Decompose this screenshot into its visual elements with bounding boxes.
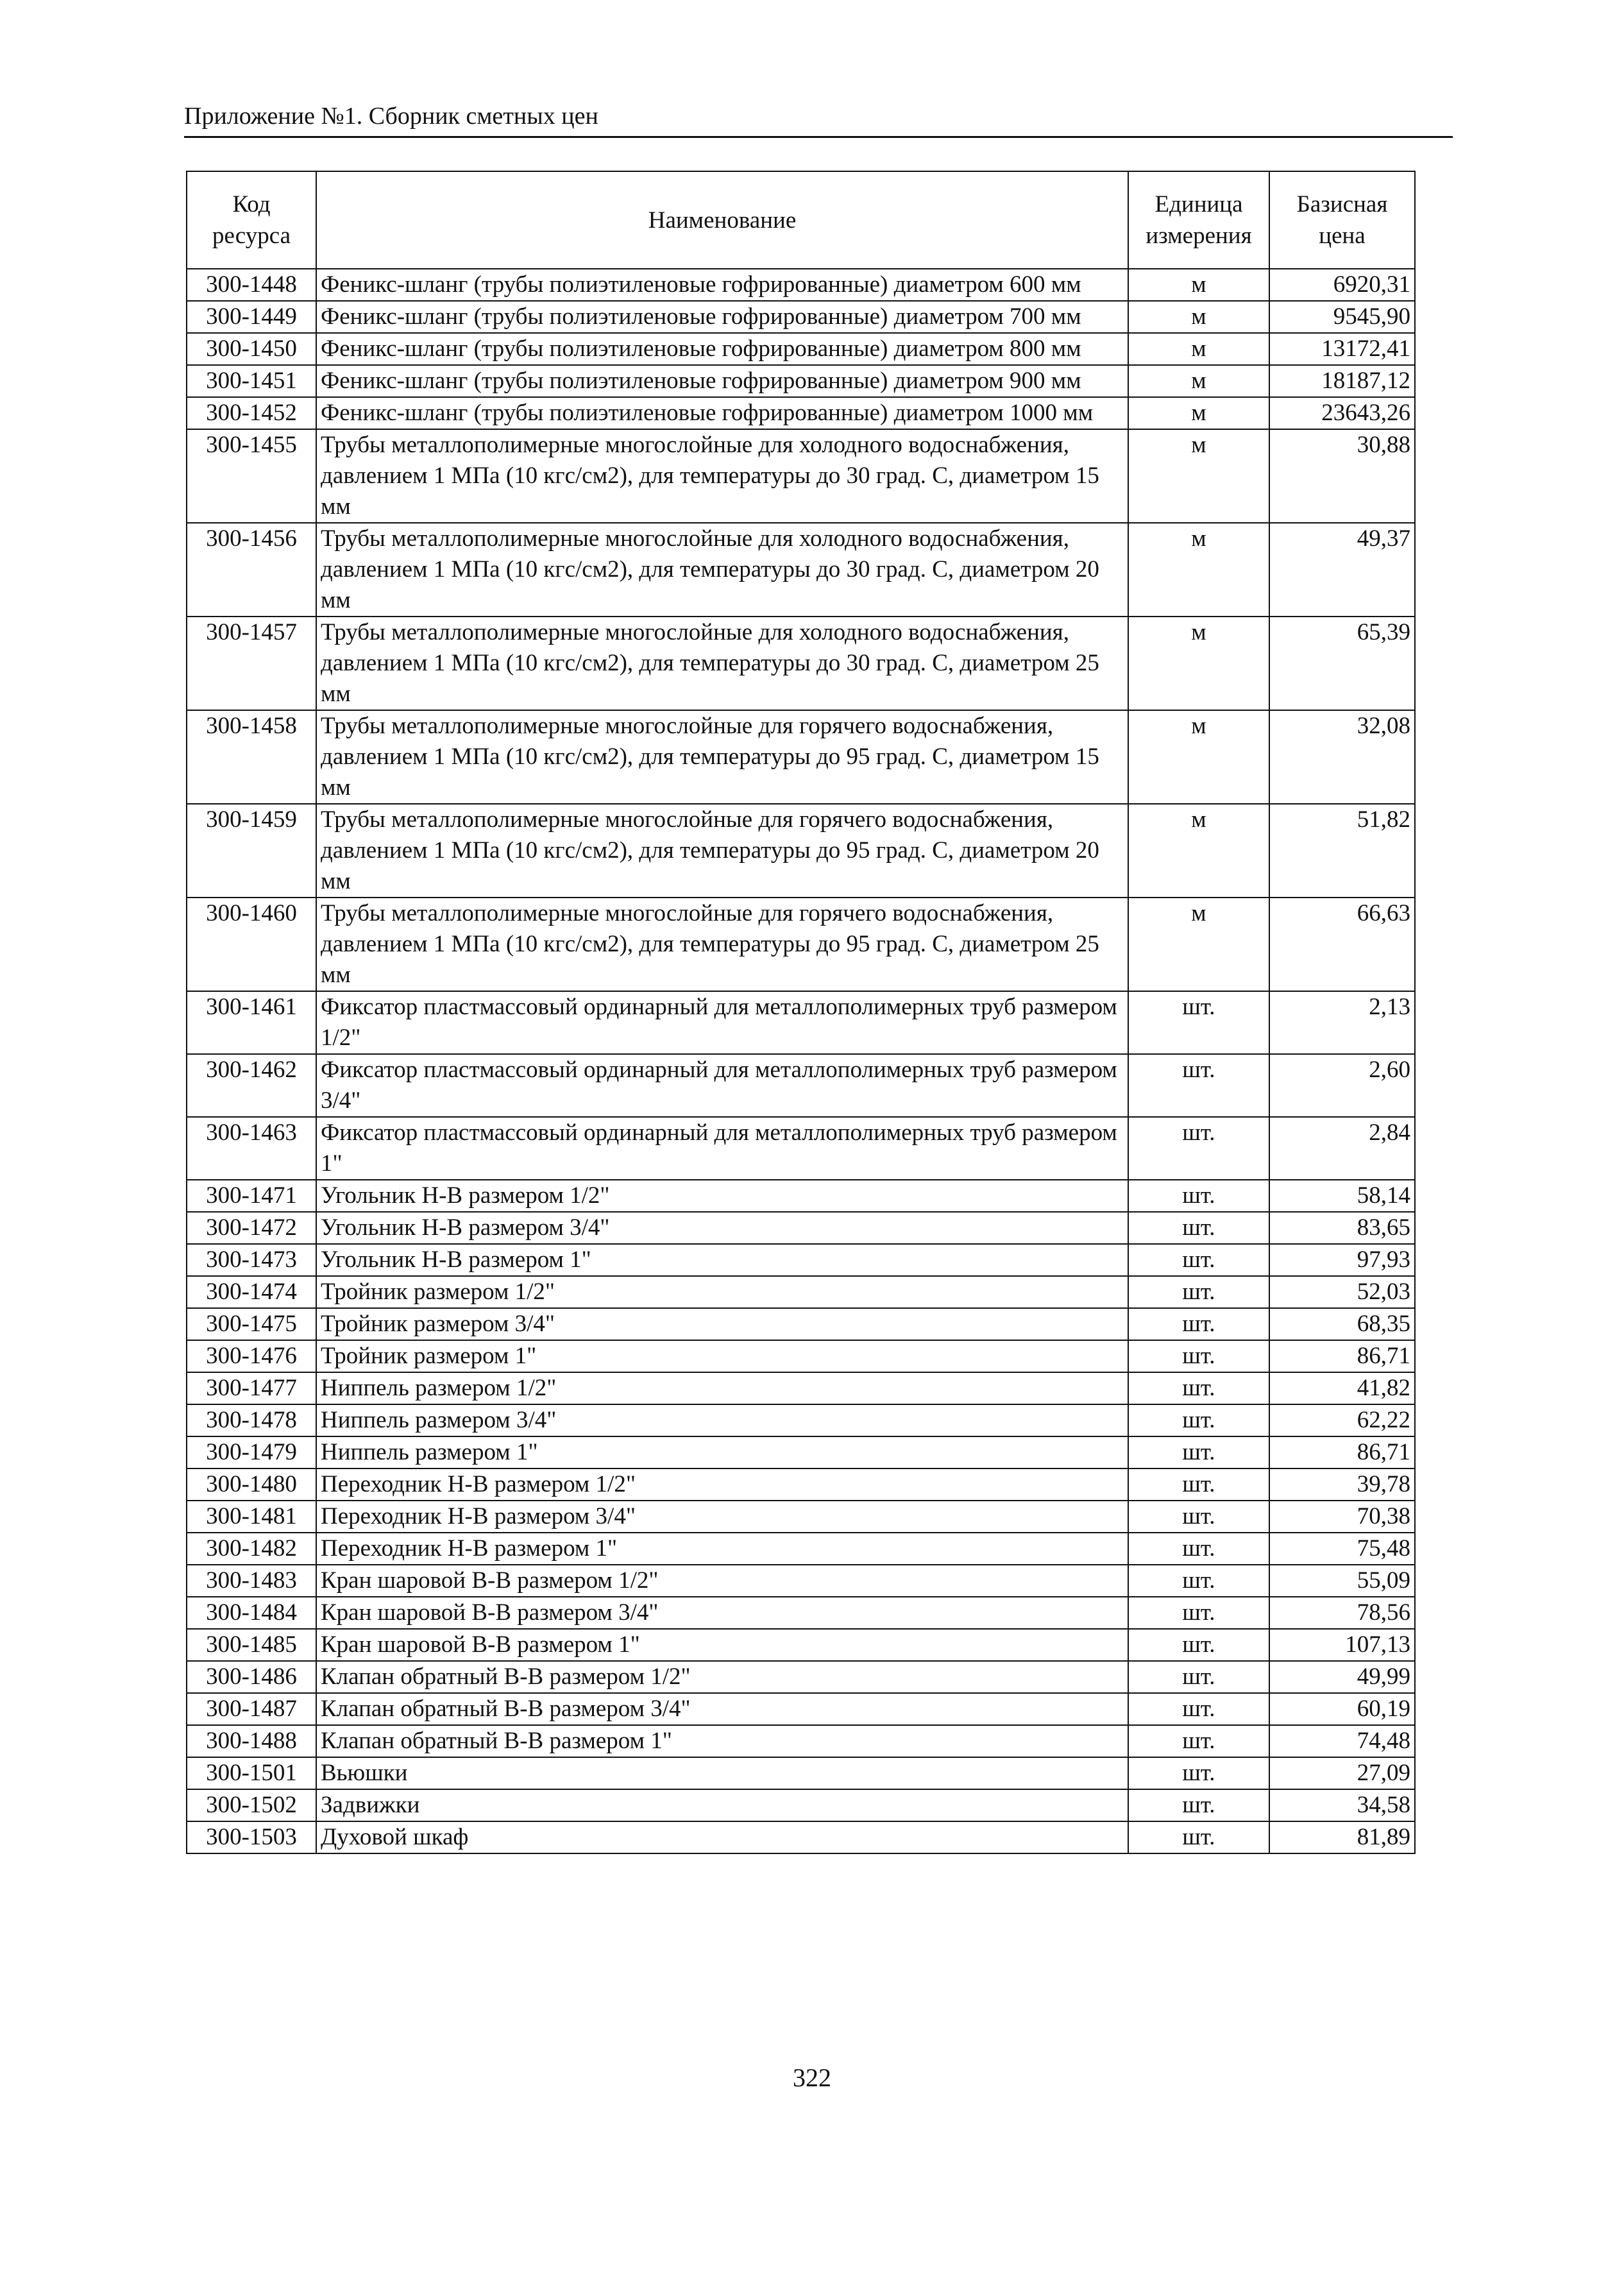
row-name: Переходник Н-В размером 3/4" [316,1501,1128,1533]
table-row [187,1244,1415,1276]
row-code: 300-1461 [187,991,316,1054]
row-unit: м [1128,365,1269,397]
table-row [187,523,1415,617]
row-price: 30,88 [1269,429,1415,523]
row-code: 300-1458 [187,710,316,804]
row-price: 107,13 [1269,1629,1415,1661]
row-price: 86,71 [1269,1340,1415,1372]
table-row [187,804,1415,898]
table-row [187,1501,1415,1533]
row-unit: шт. [1128,1372,1269,1404]
row-code: 300-1477 [187,1372,316,1404]
row-name: Трубы металлополимерные многослойные для горячего водоснабжения, давлением 1 МПа (10 кгс/см2), для температуры до 95 град. С, диаметром 20 мм [316,804,1128,898]
row-price: 74,48 [1269,1725,1415,1757]
row-price: 55,09 [1269,1565,1415,1597]
row-unit: шт. [1128,1725,1269,1757]
row-price: 66,63 [1269,898,1415,991]
row-price: 52,03 [1269,1276,1415,1308]
row-name: Кран шаровой В-В размером 3/4" [316,1597,1128,1629]
row-code: 300-1471 [187,1180,316,1212]
row-name: Клапан обратный В-В размером 3/4" [316,1693,1128,1725]
table-row [187,1725,1415,1757]
table-row [187,269,1415,301]
table-row [187,1629,1415,1661]
row-name: Духовой шкаф [316,1821,1128,1853]
row-code: 300-1460 [187,898,316,991]
table-row [187,1821,1415,1853]
row-code: 300-1449 [187,301,316,333]
document-header: Приложение №1. Сборник сметных цен [184,103,598,130]
row-code: 300-1472 [187,1212,316,1244]
row-price: 41,82 [1269,1372,1415,1404]
row-name: Трубы металлополимерные многослойные для горячего водоснабжения, давлением 1 МПа (10 кгс/см2), для температуры до 95 град. С, диаметром 25 мм [316,898,1128,991]
table-row [187,710,1415,804]
row-name: Фиксатор пластмассовый ординарный для металлополимерных труб размером 3/4" [316,1054,1128,1117]
row-name: Задвижки [316,1789,1128,1821]
row-price: 62,22 [1269,1404,1415,1436]
header-code [187,171,316,269]
row-unit: шт. [1128,1276,1269,1308]
row-unit: шт. [1128,1565,1269,1597]
row-code: 300-1450 [187,333,316,365]
row-name: Тройник размером 3/4" [316,1308,1128,1340]
row-price: 49,37 [1269,523,1415,617]
row-unit: шт. [1128,1693,1269,1725]
row-code: 300-1474 [187,1276,316,1308]
header-code-line2: ресурса [212,223,291,249]
row-price: 83,65 [1269,1212,1415,1244]
row-name: Тройник размером 1/2" [316,1276,1128,1308]
row-price: 78,56 [1269,1597,1415,1629]
row-unit: м [1128,269,1269,301]
table-row [187,1789,1415,1821]
row-price: 23643,26 [1269,397,1415,429]
row-name: Вьюшки [316,1757,1128,1789]
row-unit: шт. [1128,1212,1269,1244]
row-unit: шт. [1128,1117,1269,1180]
row-name: Ниппель размером 1" [316,1436,1128,1469]
row-unit: шт. [1128,1501,1269,1533]
row-code: 300-1475 [187,1308,316,1340]
row-name: Фиксатор пластмассовый ординарный для металлополимерных труб размером 1" [316,1117,1128,1180]
row-price: 60,19 [1269,1693,1415,1725]
table-row [187,1436,1415,1469]
row-code: 300-1483 [187,1565,316,1597]
table-row [187,1372,1415,1404]
row-name: Ниппель размером 3/4" [316,1404,1128,1436]
header-unit [1128,171,1269,269]
row-name: Трубы металлополимерные многослойные для холодного водоснабжения, давлением 1 МПа (10 кгс/см2), для температуры до 30 град. С, диаметром 15 мм [316,429,1128,523]
row-unit: шт. [1128,1533,1269,1565]
row-unit: м [1128,898,1269,991]
table-row [187,1565,1415,1597]
header-rule [184,136,1453,138]
row-price: 9545,90 [1269,301,1415,333]
row-price: 2,13 [1269,991,1415,1054]
row-unit: м [1128,397,1269,429]
row-code: 300-1478 [187,1404,316,1436]
row-price: 2,84 [1269,1117,1415,1180]
row-price: 65,39 [1269,617,1415,710]
row-code: 300-1484 [187,1597,316,1629]
table-row [187,1757,1415,1789]
row-code: 300-1480 [187,1469,316,1501]
price-table [186,171,1416,1854]
table-row [187,1661,1415,1693]
row-name: Переходник Н-В размером 1/2" [316,1469,1128,1501]
row-name: Феникс-шланг (трубы полиэтиленовые гофрированные) диаметром 600 мм [316,269,1128,301]
row-code: 300-1451 [187,365,316,397]
row-price: 49,99 [1269,1661,1415,1693]
row-unit: шт. [1128,1404,1269,1436]
table-row [187,1308,1415,1340]
row-code: 300-1485 [187,1629,316,1661]
table-header-row [187,171,1415,269]
header-unit-line2: измерения [1146,223,1252,249]
row-code: 300-1456 [187,523,316,617]
row-price: 32,08 [1269,710,1415,804]
table-row [187,365,1415,397]
row-name: Феникс-шланг (трубы полиэтиленовые гофрированные) диаметром 700 мм [316,301,1128,333]
row-price: 81,89 [1269,1821,1415,1853]
row-unit: м [1128,301,1269,333]
row-code: 300-1486 [187,1661,316,1693]
row-code: 300-1459 [187,804,316,898]
row-unit: шт. [1128,1757,1269,1789]
row-name: Феникс-шланг (трубы полиэтиленовые гофрированные) диаметром 800 мм [316,333,1128,365]
row-name: Трубы металлополимерные многослойные для холодного водоснабжения, давлением 1 МПа (10 кгс/см2), для температуры до 30 град. С, диаметром 20 мм [316,523,1128,617]
table-row [187,1469,1415,1501]
row-code: 300-1482 [187,1533,316,1565]
table-row [187,991,1415,1054]
row-price: 75,48 [1269,1533,1415,1565]
table-row [187,617,1415,710]
header-name: Наименование [316,171,1128,269]
row-code: 300-1462 [187,1054,316,1117]
table-row [187,1533,1415,1565]
table-row [187,301,1415,333]
row-price: 34,58 [1269,1789,1415,1821]
row-price: 6920,31 [1269,269,1415,301]
table-row [187,898,1415,991]
row-name: Клапан обратный В-В размером 1/2" [316,1661,1128,1693]
header-price-line1: Базисная [1296,191,1388,217]
row-code: 300-1448 [187,269,316,301]
row-price: 70,38 [1269,1501,1415,1533]
row-unit: шт. [1128,1597,1269,1629]
table-row [187,333,1415,365]
page-number: 322 [793,2063,831,2092]
table-row [187,1693,1415,1725]
table-row [187,1340,1415,1372]
row-name: Фиксатор пластмассовый ординарный для металлополимерных труб размером 1/2" [316,991,1128,1054]
row-code: 300-1457 [187,617,316,710]
table-body [187,269,1415,1853]
row-code: 300-1502 [187,1789,316,1821]
table-row [187,1212,1415,1244]
row-code: 300-1487 [187,1693,316,1725]
row-code: 300-1501 [187,1757,316,1789]
row-name: Трубы металлополимерные многослойные для холодного водоснабжения, давлением 1 МПа (10 кгс/см2), для температуры до 30 град. С, диаметром 25 мм [316,617,1128,710]
row-code: 300-1488 [187,1725,316,1757]
header-price-line2: цена [1319,223,1366,249]
row-unit: м [1128,710,1269,804]
row-unit: м [1128,429,1269,523]
row-price: 39,78 [1269,1469,1415,1501]
table-row [187,1276,1415,1308]
row-code: 300-1473 [187,1244,316,1276]
row-unit: шт. [1128,1308,1269,1340]
row-code: 300-1463 [187,1117,316,1180]
row-price: 68,35 [1269,1308,1415,1340]
row-name: Переходник Н-В размером 1" [316,1533,1128,1565]
row-name: Угольник Н-В размером 1" [316,1244,1128,1276]
row-code: 300-1481 [187,1501,316,1533]
row-unit: м [1128,333,1269,365]
row-unit: м [1128,617,1269,710]
row-price: 13172,41 [1269,333,1415,365]
header-price [1269,171,1415,269]
row-code: 300-1479 [187,1436,316,1469]
row-unit: шт. [1128,1436,1269,1469]
row-price: 97,93 [1269,1244,1415,1276]
row-unit: шт. [1128,1661,1269,1693]
row-unit: шт. [1128,1054,1269,1117]
row-price: 2,60 [1269,1054,1415,1117]
table-row [187,1180,1415,1212]
row-name: Трубы металлополимерные многослойные для горячего водоснабжения, давлением 1 МПа (10 кгс/см2), для температуры до 95 град. С, диаметром 15 мм [316,710,1128,804]
row-unit: шт. [1128,1629,1269,1661]
row-name: Клапан обратный В-В размером 1" [316,1725,1128,1757]
row-unit: шт. [1128,1244,1269,1276]
table-row [187,1597,1415,1629]
header-code-line1: Код [232,191,271,217]
row-price: 58,14 [1269,1180,1415,1212]
row-price: 27,09 [1269,1757,1415,1789]
row-unit: м [1128,804,1269,898]
row-code: 300-1476 [187,1340,316,1372]
row-name: Кран шаровой В-В размером 1" [316,1629,1128,1661]
row-unit: шт. [1128,1340,1269,1372]
row-unit: шт. [1128,1821,1269,1853]
table-row [187,429,1415,523]
row-unit: шт. [1128,1180,1269,1212]
row-name: Кран шаровой В-В размером 1/2" [316,1565,1128,1597]
row-name: Угольник Н-В размером 1/2" [316,1180,1128,1212]
row-name: Феникс-шланг (трубы полиэтиленовые гофрированные) диаметром 900 мм [316,365,1128,397]
row-code: 300-1455 [187,429,316,523]
row-code: 300-1503 [187,1821,316,1853]
row-price: 18187,12 [1269,365,1415,397]
row-unit: м [1128,523,1269,617]
row-price: 51,82 [1269,804,1415,898]
header-unit-line1: Единица [1155,191,1243,217]
row-price: 86,71 [1269,1436,1415,1469]
row-name: Феникс-шланг (трубы полиэтиленовые гофрированные) диаметром 1000 мм [316,397,1128,429]
row-code: 300-1452 [187,397,316,429]
row-unit: шт. [1128,1789,1269,1821]
row-unit: шт. [1128,1469,1269,1501]
table-row [187,1054,1415,1117]
table-row [187,397,1415,429]
table-row [187,1117,1415,1180]
row-name: Ниппель размером 1/2" [316,1372,1128,1404]
row-unit: шт. [1128,991,1269,1054]
row-name: Угольник Н-В размером 3/4" [316,1212,1128,1244]
row-name: Тройник размером 1" [316,1340,1128,1372]
table-row [187,1404,1415,1436]
